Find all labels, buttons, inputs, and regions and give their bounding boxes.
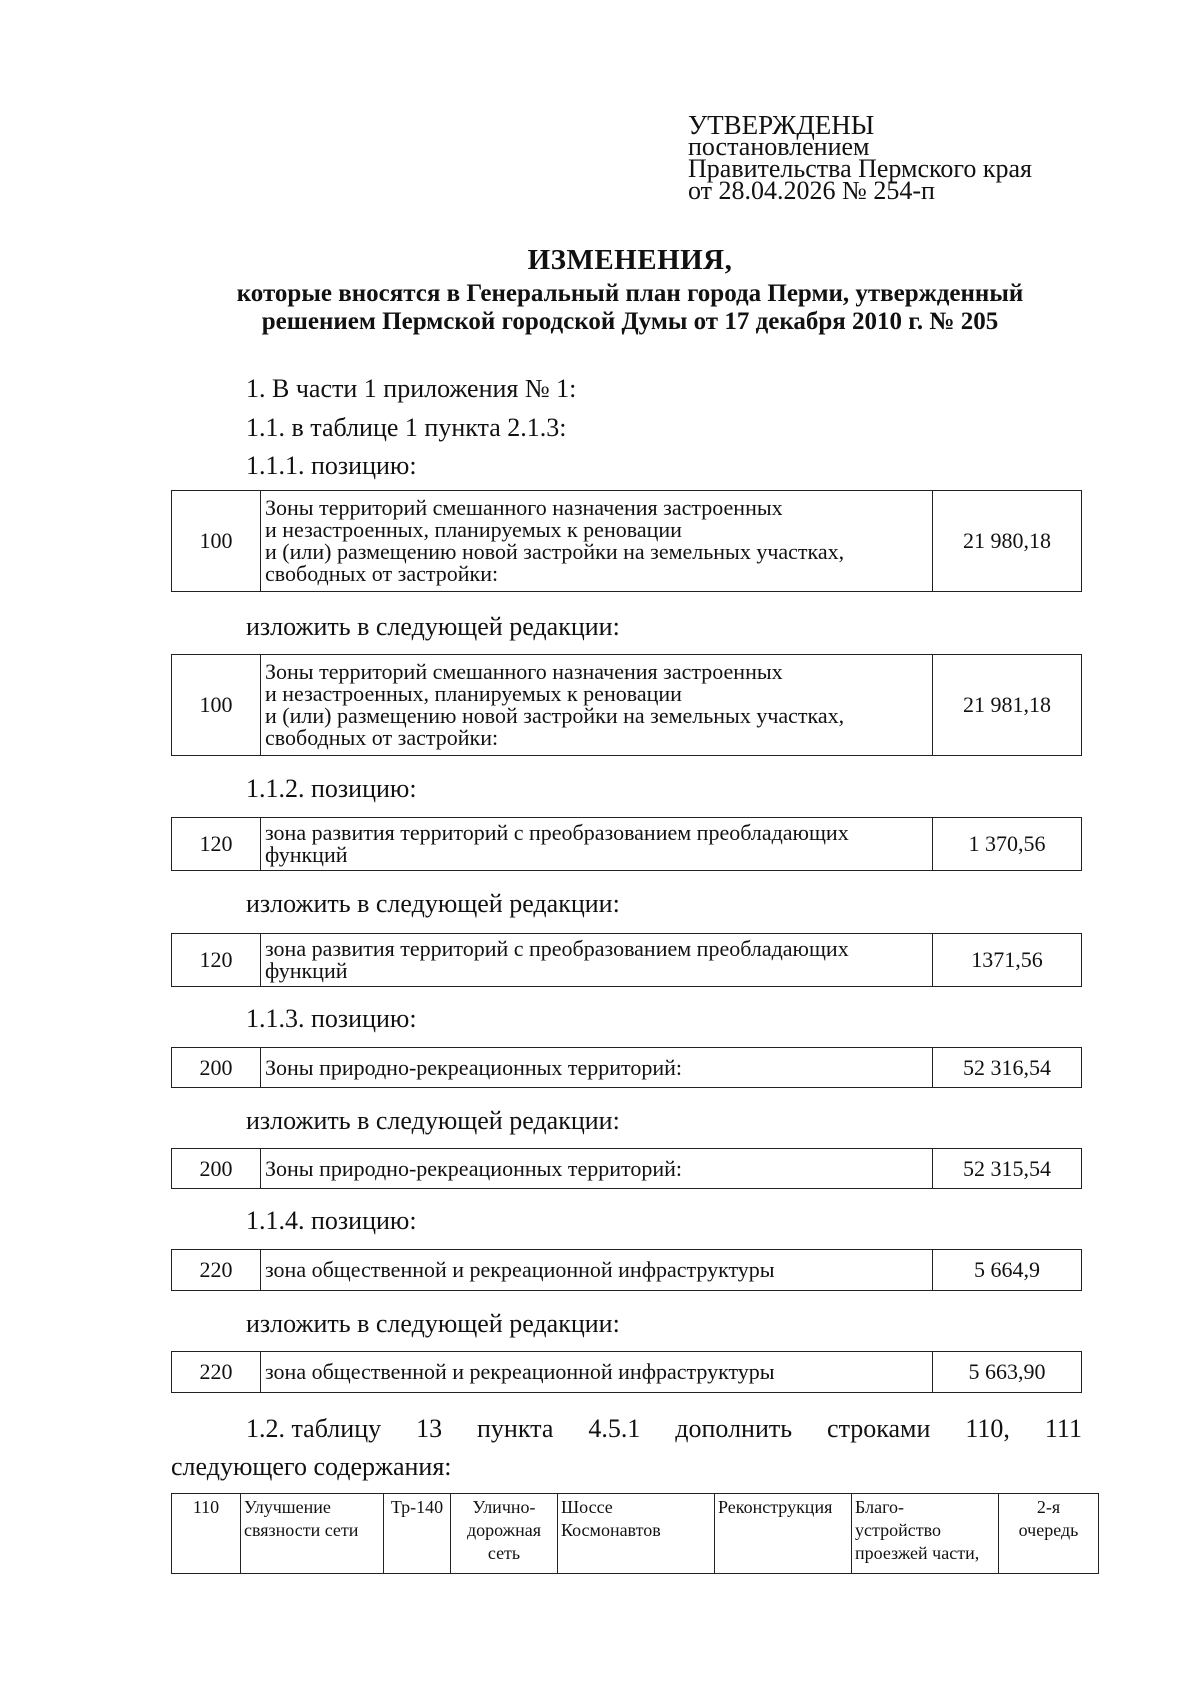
name-line: функций: [265, 842, 348, 867]
replace-instruction: изложить в следующей редакции:: [246, 1309, 620, 1338]
position-name: [261, 818, 933, 871]
position-value: 21 980,18: [933, 491, 1082, 592]
table-row: [172, 1048, 1082, 1088]
name-line: и незастроенных, планируемых к реновации: [265, 681, 682, 706]
cell-work-type: Реконструкция: [715, 1494, 852, 1574]
paragraph-1-1-4: 1.1.4. позицию:: [246, 1206, 417, 1235]
table-row: [172, 1352, 1082, 1393]
cell-line: 2-я: [1036, 1497, 1061, 1517]
position-100-old-table: [171, 490, 1082, 592]
cell-line: устройство: [855, 1520, 941, 1540]
position-number: 200: [172, 1149, 261, 1189]
position-value: 52 315,54: [933, 1149, 1082, 1189]
word: строками: [827, 1414, 931, 1443]
cell-line: дорожная: [466, 1520, 542, 1540]
paragraph-1: 1. В части 1 приложения № 1:: [246, 374, 577, 403]
cell-object: [558, 1494, 715, 1574]
cell-stage: [999, 1494, 1099, 1574]
cell-line: Космонавтов: [561, 1520, 661, 1540]
position-name: зона общественной и рекреационной инфраструктуры: [261, 1352, 933, 1393]
document-subtitle: [170, 280, 1090, 336]
paragraph-1-1-3: 1.1.3. позицию:: [246, 1004, 417, 1033]
paragraph-1-1-2: 1.1.2. позицию:: [246, 774, 417, 803]
position-number: 100: [172, 655, 261, 756]
name-line: зона развития территорий с преобразованием преобладающих: [265, 820, 849, 845]
name-line: Зоны территорий смешанного назначения застроенных: [265, 495, 783, 520]
paragraph-1-2-continuation: следующего содержания:: [171, 1452, 452, 1481]
table-row: [172, 818, 1082, 871]
position-number: 220: [172, 1250, 261, 1291]
approval-title: УТВЕРЖДЕНЫ: [688, 110, 875, 140]
position-number: 120: [172, 818, 261, 871]
name-line: и (или) размещению новой застройки на земельных участках,: [265, 703, 845, 728]
row-number: 110: [172, 1494, 241, 1574]
name-line: и незастроенных, планируемых к реновации: [265, 517, 682, 542]
replace-instruction: изложить в следующей редакции:: [246, 1106, 620, 1135]
position-name: Зоны природно-рекреационных территорий:: [261, 1149, 933, 1189]
paragraph-1-1-1: 1.1.1. позицию:: [246, 451, 417, 480]
document-title: ИЗМЕНЕНИЯ,: [527, 244, 733, 276]
position-name: Зоны природно-рекреационных территорий:: [261, 1048, 933, 1088]
word: 13: [416, 1414, 443, 1443]
position-name: зона общественной и рекреационной инфраструктуры: [261, 1250, 933, 1291]
table-row: [172, 491, 1082, 592]
position-value: 5 663,90: [933, 1352, 1082, 1393]
table-13-row-110: [171, 1493, 1099, 1574]
position-value: 1371,56: [933, 934, 1082, 987]
cell-line: Улично-: [472, 1497, 536, 1517]
position-220-old-table: [171, 1249, 1082, 1291]
cell-line: сеть: [487, 1543, 521, 1563]
position-number: 100: [172, 491, 261, 592]
table-row: [172, 655, 1082, 756]
position-value: 21 981,18: [933, 655, 1082, 756]
cell-line: очередь: [1018, 1520, 1079, 1540]
position-name: [261, 491, 933, 592]
paragraph-1-1: 1.1. в таблице 1 пункта 2.1.3:: [246, 413, 567, 442]
cell-line: Шоссе: [561, 1497, 613, 1517]
word: пункта: [477, 1414, 554, 1443]
cell-network: [451, 1494, 558, 1574]
paragraph-1-2: [171, 1414, 1082, 1444]
name-line: и (или) размещению новой застройки на земельных участках,: [265, 539, 845, 564]
cell-line: Улучшение: [244, 1497, 331, 1517]
cell-code: Тр-140: [384, 1494, 451, 1574]
subtitle-line: решением Пермской городской Думы от 17 декабря 2010 г. № 205: [261, 308, 999, 335]
table-row: [172, 1494, 1099, 1574]
name-line: функций: [265, 958, 348, 983]
position-value: 52 316,54: [933, 1048, 1082, 1088]
position-100-new-table: [171, 654, 1082, 756]
position-200-new-table: [171, 1148, 1082, 1189]
position-number: 200: [172, 1048, 261, 1088]
name-line: свободных от застройки:: [265, 561, 499, 586]
word: 110,: [965, 1414, 1010, 1443]
word: дополнить: [675, 1414, 793, 1443]
position-number: 220: [172, 1352, 261, 1393]
position-120-new-table: [171, 933, 1082, 987]
table-row: [172, 1149, 1082, 1189]
table-row: [172, 1250, 1082, 1291]
word: 1.2. таблицу: [246, 1414, 382, 1443]
position-name: [261, 934, 933, 987]
position-200-old-table: [171, 1047, 1082, 1088]
table-row: [172, 934, 1082, 987]
approval-stamp: [688, 110, 1032, 205]
word: 4.5.1: [588, 1414, 641, 1443]
name-line: свободных от застройки:: [265, 725, 499, 750]
position-number: 120: [172, 934, 261, 987]
word: 111: [1044, 1414, 1082, 1443]
replace-instruction: изложить в следующей редакции:: [246, 889, 620, 918]
cell-improvement: [241, 1494, 384, 1574]
position-value: 5 664,9: [933, 1250, 1082, 1291]
position-220-new-table: [171, 1351, 1082, 1393]
cell-line: проезжей части,: [855, 1543, 980, 1563]
cell-description: [852, 1494, 999, 1574]
cell-line: Благо-: [855, 1497, 904, 1517]
cell-line: связности сети: [244, 1520, 359, 1540]
position-value: 1 370,56: [933, 818, 1082, 871]
approval-line: постановлением: [688, 132, 870, 161]
name-line: зона развития территорий с преобразованием преобладающих: [265, 936, 849, 961]
position-name: [261, 655, 933, 756]
subtitle-line: которые вносятся в Генеральный план города Перми, утвержденный: [236, 280, 1024, 307]
approval-date-number: от 28.04.2026 № 254-п: [688, 176, 935, 205]
name-line: Зоны территорий смешанного назначения застроенных: [265, 659, 783, 684]
replace-instruction: изложить в следующей редакции:: [246, 612, 620, 641]
position-120-old-table: [171, 817, 1082, 871]
approval-line: Правительства Пермского края: [688, 154, 1032, 183]
